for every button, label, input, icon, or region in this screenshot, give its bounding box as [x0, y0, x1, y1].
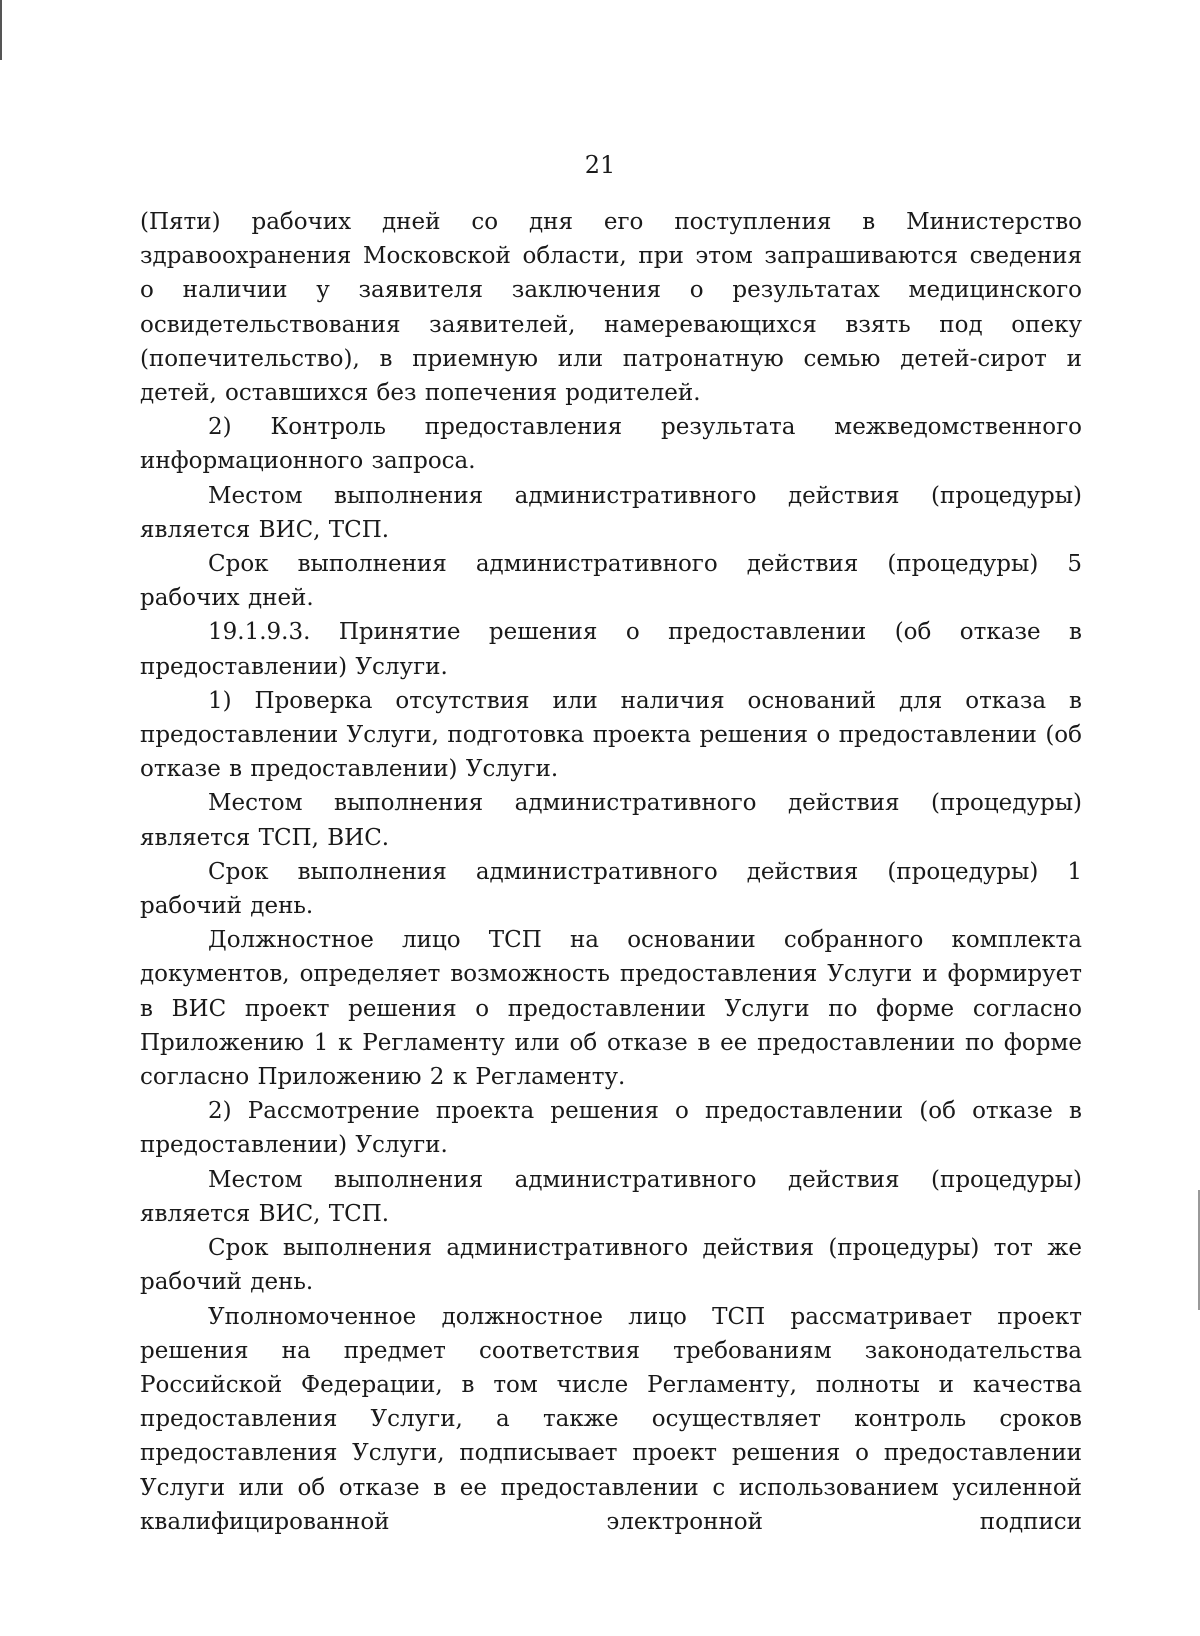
paragraph: 19.1.9.3. Принятие решения о предоставлении (об отказе в предоставлении) Услуги. — [140, 619, 1082, 680]
scan-edge-mark — [0, 0, 2, 60]
paragraph: Должностное лицо ТСП на основании собранного комплекта документов, определяет возможность предоставления Услуги и формирует в ВИС проект решения о предоставлении Услуги по форме согласно Приложению 1 к Регламенту или об отказе в ее предоставлении по форме согласно Приложению 2 к Регламенту. — [140, 927, 1082, 1091]
paragraph: 1) Проверка отсутствия или наличия оснований для отказа в предоставлении Услуги, подготовка проекта решения о предоставлении (об отказе в предоставлении) Услуги. — [140, 687, 1082, 783]
paragraph: 2) Контроль предоставления результата межведомственного информационного запроса. — [140, 414, 1082, 475]
paragraph: 2) Рассмотрение проекта решения о предоставлении (об отказе в предоставлении) Услуги. — [140, 1098, 1082, 1159]
paragraph: Местом выполнения административного действия (процедуры) является ТСП, ВИС. — [140, 790, 1082, 851]
page-number: 21 — [584, 151, 616, 179]
paragraph: (Пяти) рабочих дней со дня его поступления в Министерство здравоохранения Московской области, при этом запрашиваются сведения о наличии у заявителя заключения о результатах медицинского освидетельствования заявителей, намеревающихся взять под опеку (попечительство), в приемную или патронатную семью детей-сирот и детей, оставшихся без попечения родителей. — [140, 209, 1082, 407]
paragraph: Срок выполнения административного действия (процедуры) 5 рабочих дней. — [140, 551, 1082, 612]
paragraph: Срок выполнения административного действия (процедуры) 1 рабочий день. — [140, 858, 1082, 920]
paragraph: Уполномоченное должностное лицо ТСП рассматривает проект решения на предмет соответствия требованиям законодательства Российской Федерации, в том числе Регламенту, полноты и качества предоставления Услуги, а также осуществляет контроль сроков предоставления Услуги, подписывает проект решения о предоставлении Услуги или об отказе в ее предоставлении с использованием усиленной квалифицированной электронной подписи — [140, 1303, 1082, 1535]
paragraph: Местом выполнения административного действия (процедуры) является ВИС, ТСП. — [140, 1166, 1082, 1227]
document-body — [140, 205, 1082, 1539]
paragraph: Местом выполнения административного действия (процедуры) является ВИС, ТСП. — [140, 482, 1082, 543]
paragraph: Срок выполнения административного действия (процедуры) тот же рабочий день. — [140, 1235, 1082, 1296]
